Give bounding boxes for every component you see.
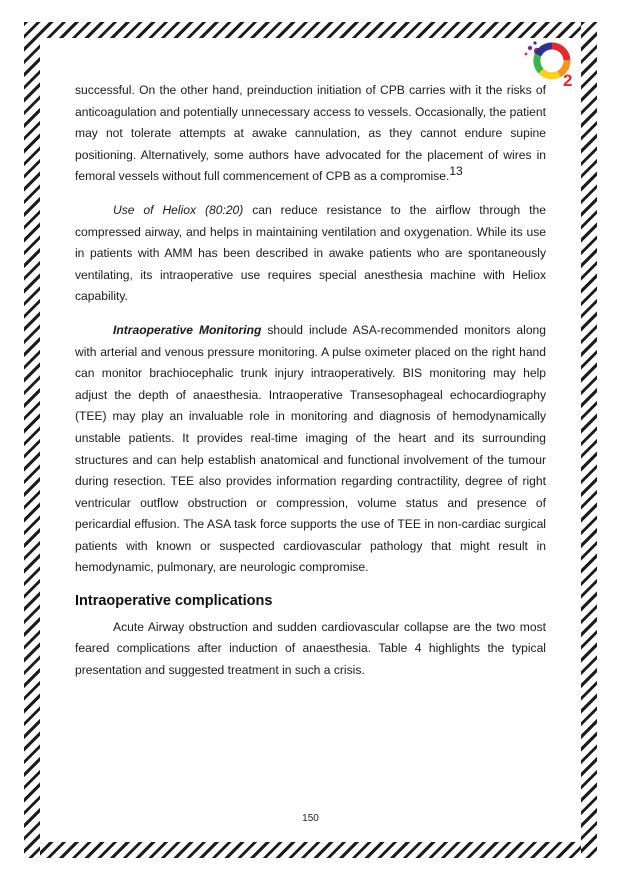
document-body (75, 80, 546, 693)
citation-reference: 13 (449, 164, 463, 179)
paragraph-monitoring (75, 320, 546, 579)
paragraph-lead-heliox: Use of Heliox (80:20) (113, 202, 244, 217)
decorative-border-left (24, 22, 40, 858)
decorative-border-right (581, 22, 597, 858)
paragraph-heliox (75, 200, 546, 308)
paragraph-complications: Acute Airway obstruction and sudden cardiovascular collapse are the two most feared complications after induction of anaesthesia. Table 4 highlights the typical presentation and suggested treatment in such a crisis. (75, 619, 546, 677)
svg-text:2: 2 (563, 71, 573, 90)
decorative-border-top (24, 22, 597, 38)
paragraph-lead-monitoring: Intraoperative Monitoring (113, 322, 262, 337)
paragraph-text: can reduce resistance to the airflow through the compressed airway, and helps in maintaining ventilation and oxygenation. While its use in patients with AMM has been described in awake patients who are spontaneously ventilating, its intraoperative use requires special anesthesia machine with Heliox capability. (75, 202, 546, 304)
page-number: 150 (302, 813, 319, 824)
paragraph-text: successful. On the other hand, preinduction initiation of CPB carries with it the risks of anticoagulation and potentially unnecessary access to vessels. Occasionally, the patient may not tolerate attempts at awake cannulation, as they cannot endure supine positioning. Alternatively, some authors have advocated for the placement of wires in femoral vessels without full commencement of CPB as a compromise. (75, 83, 546, 184)
paragraph-text: should include ASA-recommended monitors along with arterial and venous pressure monitoring. A pulse oximeter placed on the right hand can monitor brachiocephalic trunk injury intraoperatively. BIS monitoring may help adjust the depth of anaesthesia. Intraoperative Transesophageal echocardiography (TEE) may play an invaluable role in monitoring and diagnosis of hemodynamically unstable patients. It provides real-time imaging of the heart and its surrounding structures and can help establish anatomical and functional involvement of the tumour during resection. TEE also provides information regarding contractility, degree of right ventricular outflow obstruction or compression, volume status and presence of pericardial effusion. The ASA task force supports the use of TEE in non-cardiac surgical patients with known or suspected cardiovascular pathology that might result in hemodynamic, pulmonary, are neurologic compromise. (75, 322, 546, 575)
decorative-border-bottom (24, 842, 597, 858)
paragraph-cpb (75, 80, 546, 188)
section-heading: Intraoperative complications (75, 593, 273, 610)
